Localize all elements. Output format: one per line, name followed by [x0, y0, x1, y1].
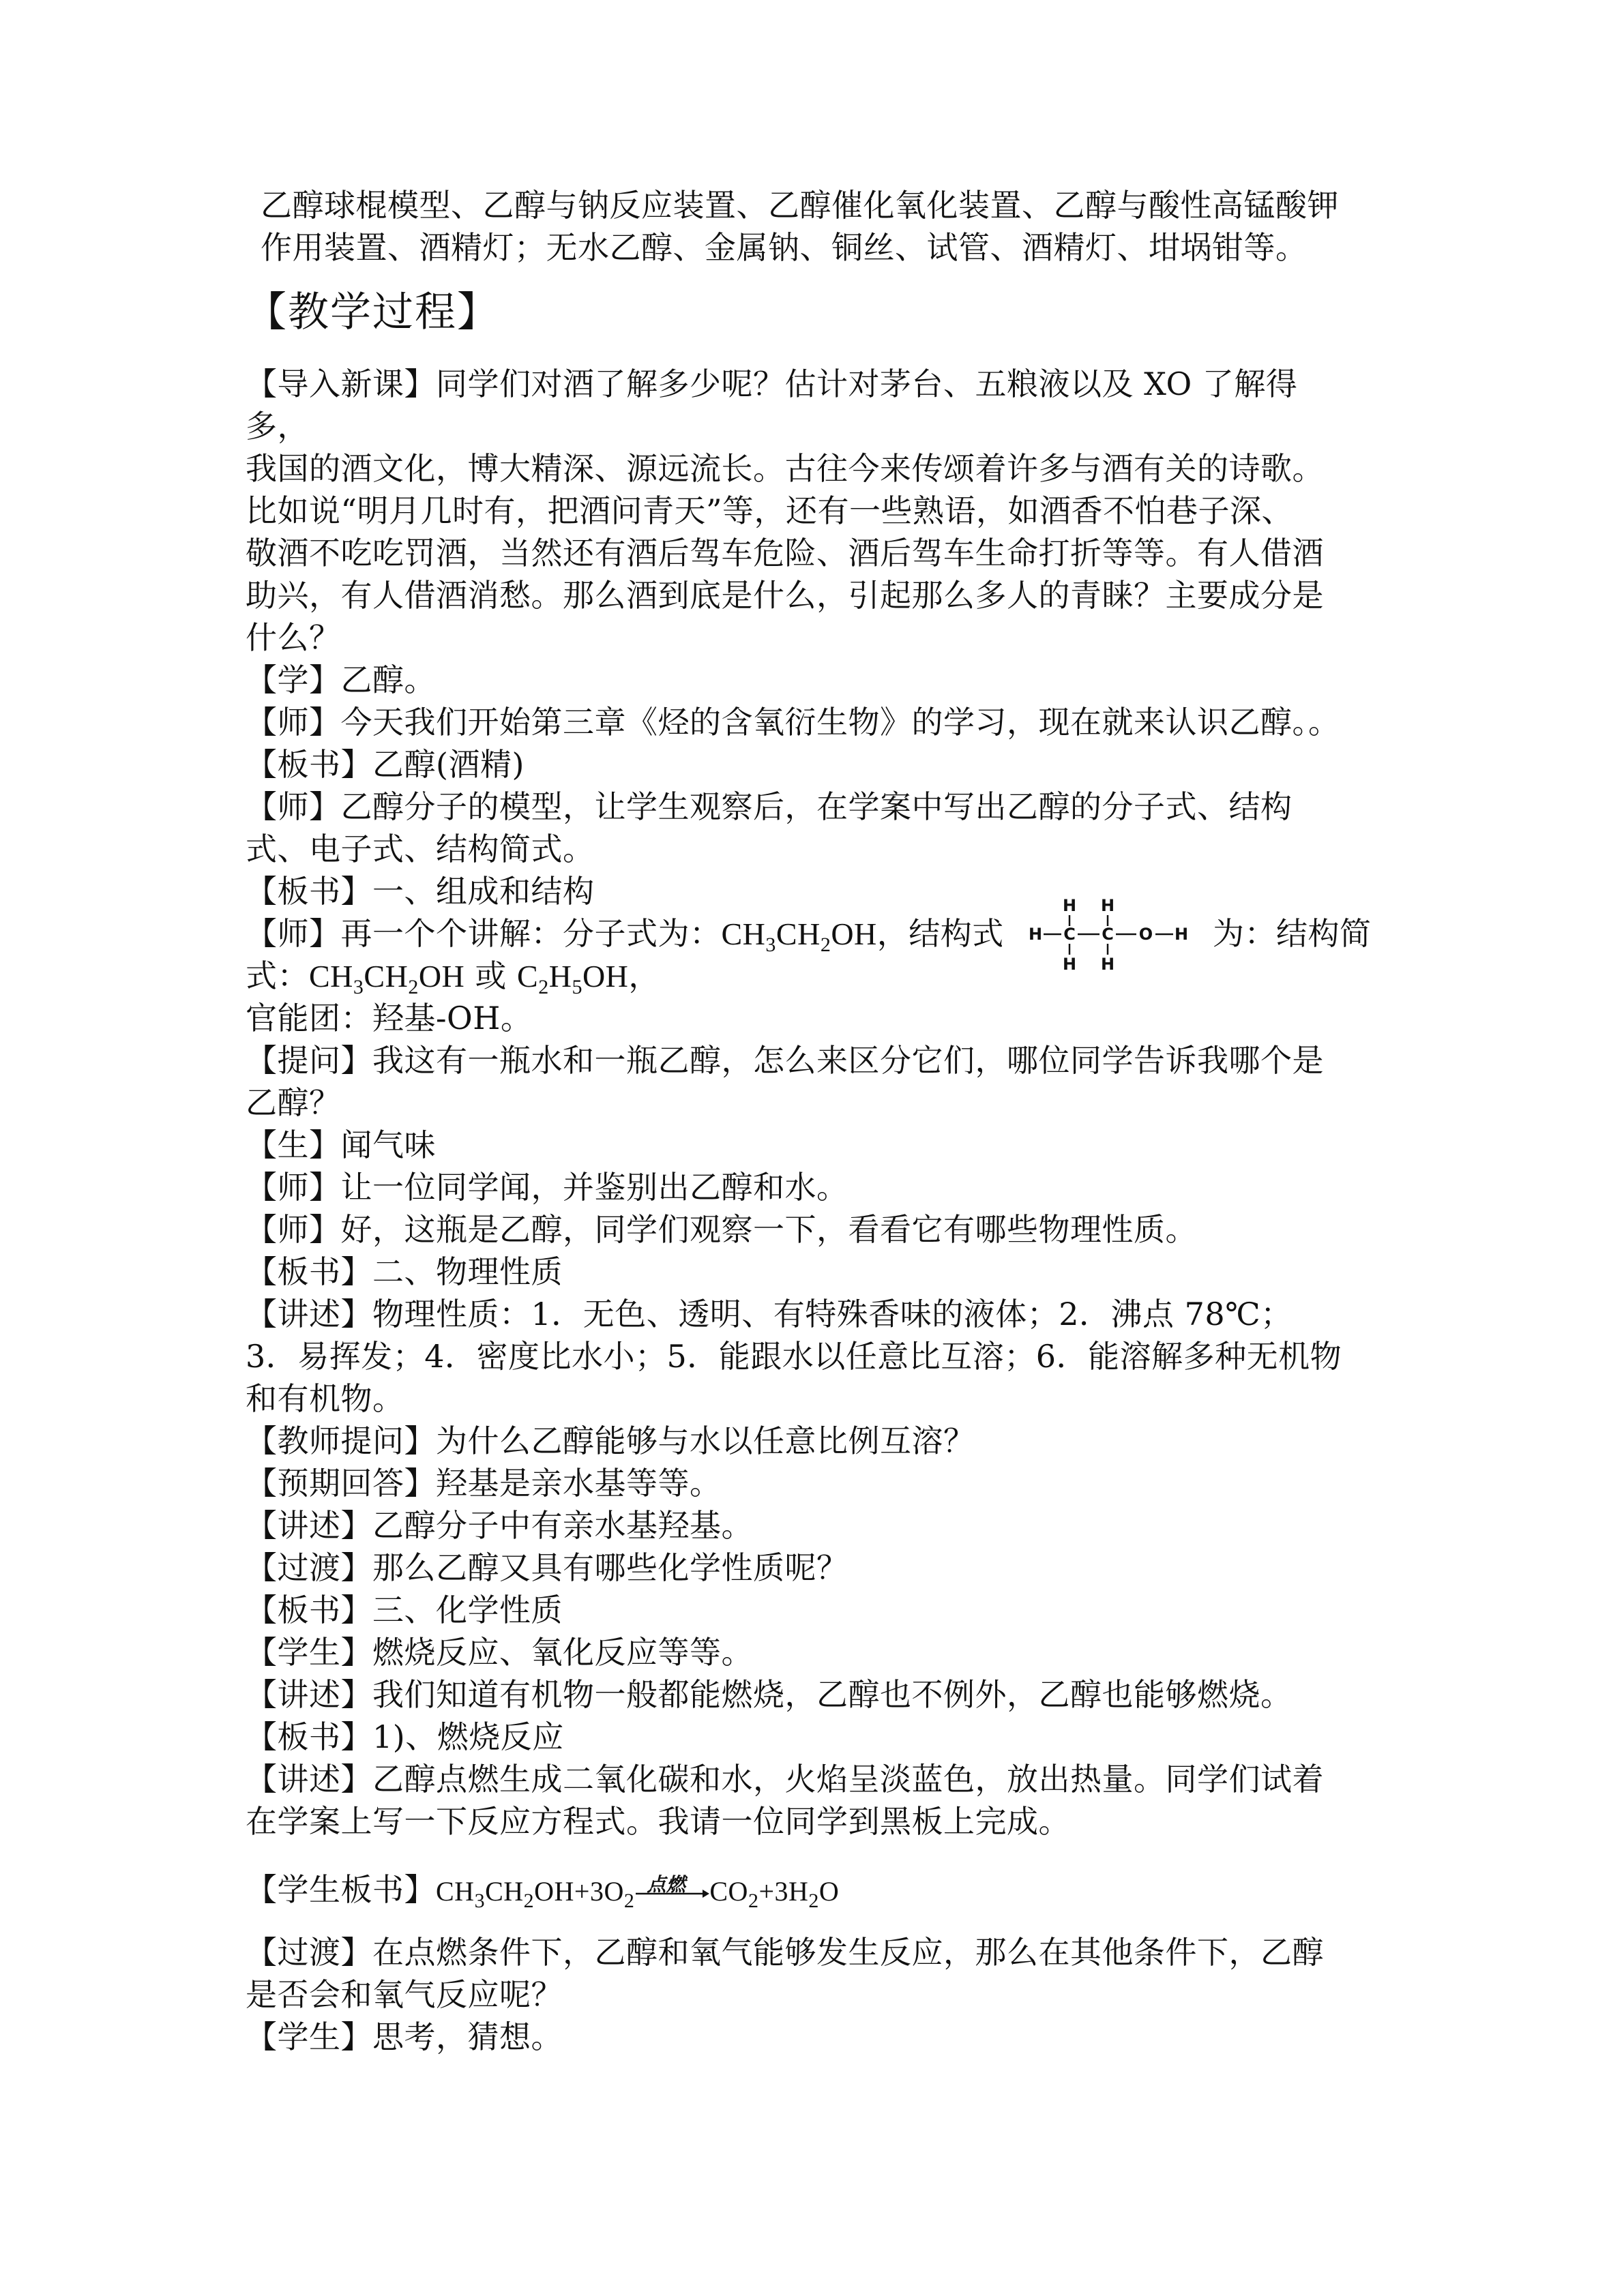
paragraph-shi-3-text-c: 为：结构简 [1213, 915, 1372, 952]
atom-c-1: C [1063, 925, 1076, 944]
atom-h-bot-1: H [1062, 955, 1077, 974]
reaction-arrow [634, 1873, 709, 1906]
paragraph-shi-3-line-1 [246, 912, 1004, 955]
text: 乙醇分子的模型，让学生观察后，在学案中写出乙醇的分子式、结构 [340, 788, 1293, 825]
intro-line-4: 比如说“明月几时有，把酒问青天”等，还有一些熟语，如酒香不怕巷子深、 [246, 492, 1294, 529]
intro-line-2: 多， [246, 408, 309, 445]
or-text: 或 [464, 957, 518, 994]
atom-o: O [1138, 925, 1153, 944]
ethanol-structural-formula [1029, 893, 1206, 975]
text: 乙醇分子中有亲水基羟基。 [372, 1507, 753, 1544]
text: 燃烧反应、氧化反应等等。 [372, 1634, 753, 1671]
paragraph-banshu-5 [246, 1716, 564, 1758]
paragraph-xuesheng-2 [246, 2016, 563, 2058]
text: 我们知道有机物一般都能燃烧，乙醇也不例外，乙醇也能够燃烧。 [372, 1676, 1293, 1713]
paragraph-banshu-3 [246, 1251, 563, 1293]
tag: 【讲述】 [246, 1507, 372, 1544]
text: 今天我们开始第三章《烃的含氧衍生物》的学习，现在就来认识乙醇。。 [340, 704, 1340, 741]
tag: 【师】 [246, 915, 341, 952]
reactants: $CH_3CH_2OH+3O_2$ [436, 1876, 635, 1912]
atom-h-left: H [1029, 925, 1043, 944]
tag: 【板书】 [246, 746, 372, 783]
paragraph-shi-2-line-1 [246, 786, 1293, 828]
materials-line-1: 乙醇球棍模型、乙醇与钠反应装置、乙醇催化氧化装置、乙醇与酸性高锰酸钾 [261, 187, 1339, 224]
intro-line-7: 什么？ [246, 619, 341, 656]
atom-h-bot-2: H [1100, 955, 1115, 974]
tag: 【预期回答】 [246, 1465, 436, 1502]
text: 为什么乙醇能够与水以任意比例互溶？ [436, 1422, 975, 1459]
tag: 【板书】 [246, 873, 372, 910]
paragraph-jiangshu-1-line-1 [246, 1293, 1293, 1335]
paragraph-jiangshu-3 [246, 1673, 1293, 1716]
materials-line-2: 作用装置、酒精灯；无水乙醇、金属钠、铜丝、试管、酒精灯、坩埚钳等。 [261, 229, 1308, 266]
paragraph-shi-5 [246, 1208, 1197, 1251]
paragraph-guodu-1 [246, 1547, 848, 1589]
paragraph-jiangshu-1-line-2: 3．易挥发；4．密度比水小；5．能跟水以任意比互溶；6．能溶解多种无机物 [246, 1338, 1342, 1375]
products: $CO_2+3H_2O$ [709, 1876, 840, 1912]
paragraph-xuesheng-banshu [246, 1868, 839, 1913]
paragraph-xuesheng-1 [246, 1631, 753, 1673]
paragraph-shi-1 [246, 701, 1340, 743]
text: 乙醇(酒精) [372, 746, 525, 783]
intro-line-1 [246, 363, 1297, 405]
text: 让一位同学闻，并鉴别出乙醇和水。 [340, 1169, 848, 1206]
text: 三、化学性质 [372, 1592, 563, 1628]
intro-line-3: 我国的酒文化，博大精深、源远流长。古往今来传颂着许多与酒有关的诗歌。 [246, 450, 1324, 487]
text-a: 再一个个讲解：分子式为： [340, 915, 722, 952]
tag: 【学生】 [246, 1634, 372, 1671]
tag: 【提问】 [246, 1042, 372, 1079]
comma: ， [628, 957, 660, 994]
text: 一、组成和结构 [372, 873, 595, 910]
paragraph-tiwen-line-1 [246, 1039, 1324, 1082]
simple-formula-1: $CH_3CH_2OH$ [309, 959, 465, 998]
tag: 【讲述】 [246, 1296, 372, 1332]
paragraph-yuqi-huida [246, 1462, 722, 1504]
paragraph-banshu-2 [246, 870, 595, 912]
text: 1)、燃烧反应 [372, 1718, 564, 1755]
text: 我这有一瓶水和一瓶乙醇，怎么来区分它们，哪位同学告诉我哪个是 [372, 1042, 1324, 1079]
paragraph-tiwen-line-2: 乙醇？ [246, 1084, 341, 1121]
text: 二、物理性质 [372, 1253, 563, 1290]
tag: 【讲述】 [246, 1761, 372, 1798]
tag: 【师】 [246, 704, 341, 741]
paragraph-guodu-2-line-1 [246, 1931, 1324, 1973]
tag: 【过渡】 [246, 1934, 372, 1971]
paragraph-jiaoshi-tiwen [246, 1420, 975, 1462]
paragraph-shi-3-line-2 [246, 955, 660, 998]
section-title: 【教学过程】 [246, 288, 499, 336]
paragraph-jiangshu-4-line-1 [246, 1758, 1324, 1800]
tag: 【师】 [246, 1211, 341, 1248]
tag: 【学】 [246, 661, 341, 698]
paragraph-banshu-4 [246, 1589, 563, 1631]
paragraph-jiangshu-1-line-3: 和有机物。 [246, 1380, 404, 1417]
paragraph-xue [246, 659, 436, 701]
paragraph-banshu-1 [246, 743, 525, 786]
tag: 【教师提问】 [246, 1422, 436, 1459]
simple-formula-2: $C_2H_5OH$ [517, 959, 629, 998]
paragraph-jiangshu-4-line-2: 在学案上写一下反应方程式。我请一位同学到黑板上完成。 [246, 1803, 1070, 1840]
intro-line-5: 敬酒不吃吃罚酒，当然还有酒后驾车危险、酒后驾车生命打折等等。有人借酒 [246, 535, 1324, 571]
molecular-formula: $CH_3CH_2OH$ [721, 916, 877, 956]
paragraph-sheng [246, 1124, 436, 1166]
paragraph-shi-4 [246, 1166, 848, 1208]
text: 式： [246, 957, 309, 994]
tag: 【过渡】 [246, 1549, 372, 1586]
tag: 【生】 [246, 1127, 341, 1163]
atom-h-right: H [1174, 925, 1189, 944]
intro-text-1: 同学们对酒了解多少呢？估计对茅台、五粮液以及 XO 了解得 [436, 366, 1298, 402]
arrow-icon [634, 1888, 709, 1899]
paragraph-jiangshu-2 [246, 1504, 753, 1547]
intro-tag: 【导入新课】 [246, 366, 436, 402]
text-b: ，结构式 [876, 915, 1004, 952]
tag: 【讲述】 [246, 1676, 372, 1713]
tag: 【板书】 [246, 1718, 372, 1755]
tag: 【板书】 [246, 1253, 372, 1290]
atom-c-2: C [1102, 925, 1114, 944]
text: 好，这瓶是乙醇，同学们观察一下，看看它有哪些物理性质。 [340, 1211, 1197, 1248]
paragraph-shi-2-line-2: 式、电子式、结构简式。 [246, 831, 595, 867]
text: 闻气味 [340, 1127, 436, 1163]
paragraph-guanneng: 官能团：羟基-OH。 [246, 1000, 533, 1037]
text: 在点燃条件下，乙醇和氧气能够发生反应，那么在其他条件下，乙醇 [372, 1934, 1324, 1971]
paragraph-guodu-2-line-2: 是否会和氧气反应呢？ [246, 1976, 563, 2013]
tag: 【师】 [246, 788, 341, 825]
text: 思考，猜想。 [372, 2018, 563, 2055]
tag: 【学生板书】 [246, 1871, 436, 1908]
atom-h-top-2: H [1100, 896, 1115, 915]
reaction-condition: 点燃 [647, 1873, 686, 1896]
text: 羟基是亲水基等等。 [436, 1465, 722, 1502]
tag: 【板书】 [246, 1592, 372, 1628]
tag: 【师】 [246, 1169, 341, 1206]
text: 物理性质：1．无色、透明、有特殊香味的液体；2．沸点 78℃； [372, 1296, 1293, 1332]
text: 乙醇。 [340, 661, 436, 698]
text: 那么乙醇又具有哪些化学性质呢？ [372, 1549, 848, 1586]
atom-h-top-1: H [1062, 896, 1077, 915]
text: 乙醇点燃生成二氧化碳和水，火焰呈淡蓝色，放出热量。同学们试着 [372, 1761, 1324, 1798]
tag: 【学生】 [246, 2018, 372, 2055]
intro-line-6: 助兴，有人借酒消愁。那么酒到底是什么，引起那么多人的青睐？主要成分是 [246, 577, 1324, 614]
